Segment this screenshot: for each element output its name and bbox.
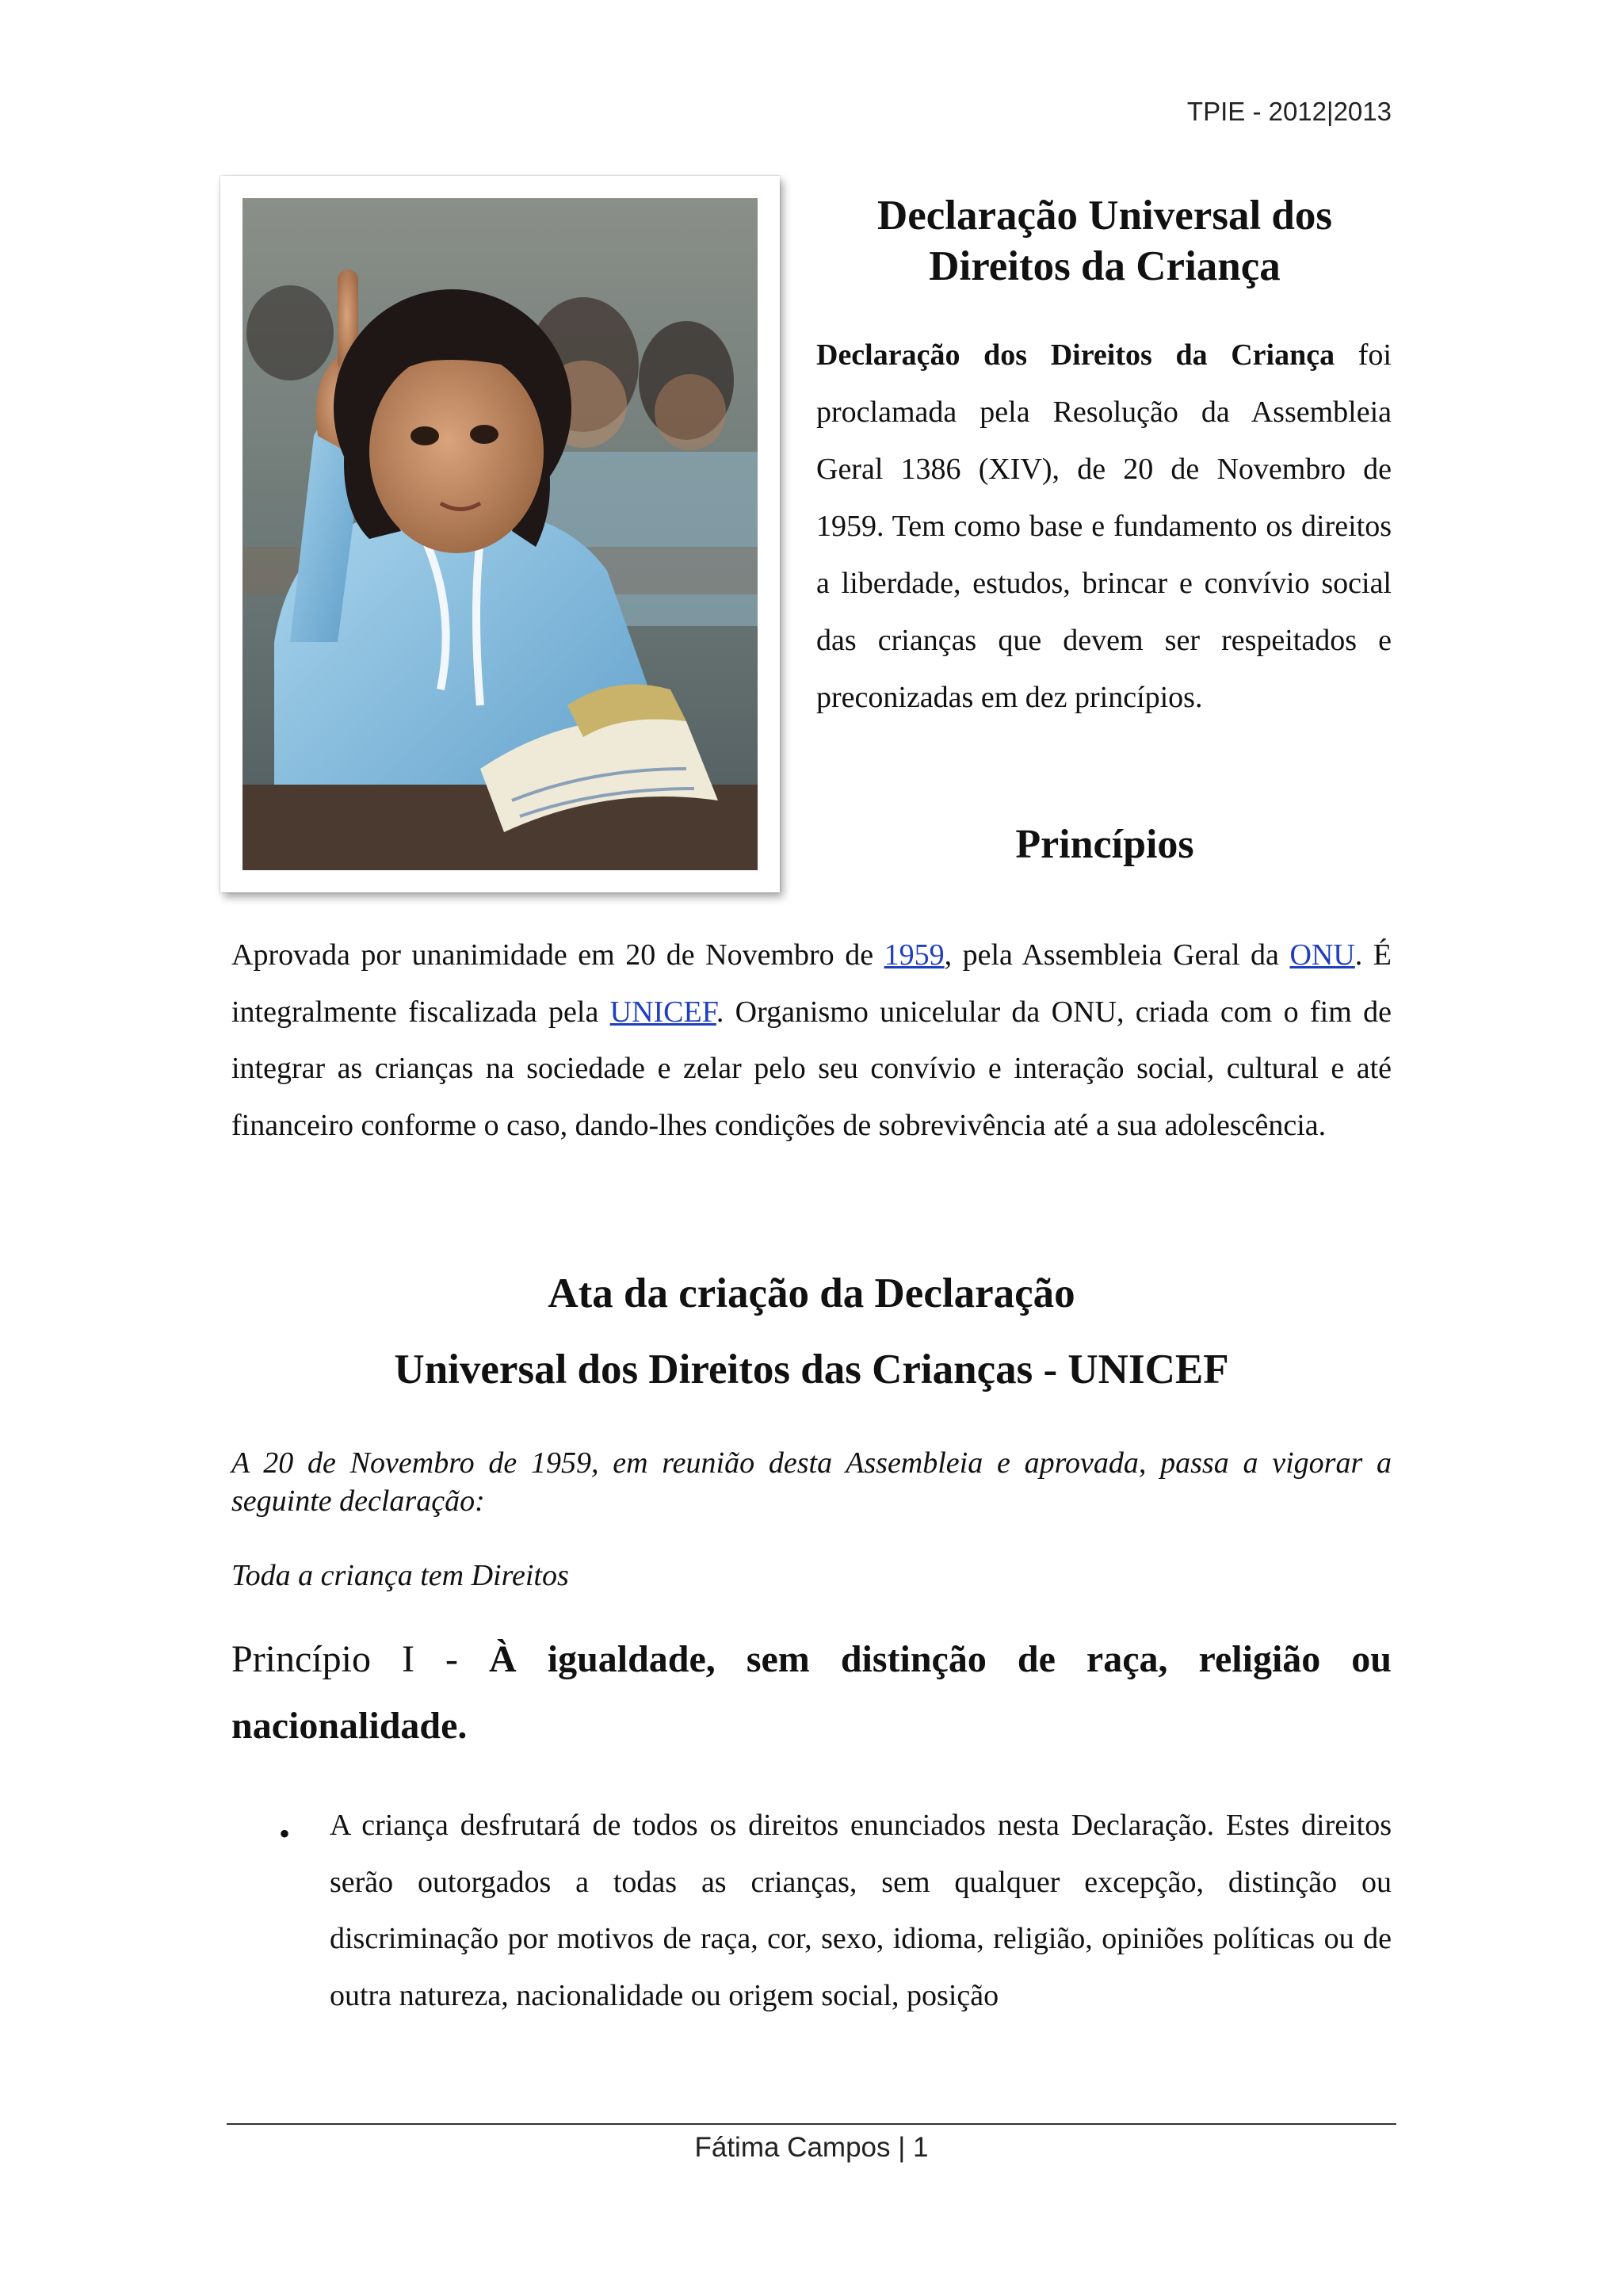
bullet-marker: • [279, 1816, 291, 1851]
intro-paragraph [816, 327, 1392, 726]
page-header: TPIE - 2012|2013 [1186, 97, 1392, 126]
principio-1-label: Princípio I - [231, 1638, 490, 1680]
principios-heading: Princípios [1015, 822, 1194, 867]
paragraph1-part4: . Organismo unicelular da ONU, criada com o fim de integrar as crianças na sociedade e zelar pelo seu convívio e interação social, cultural e até financeiro conforme o caso, dando-lhes condições de sobrevivência até a sua adolescência. [231, 995, 1392, 1142]
footer-divider [227, 2123, 1396, 2125]
ata-heading-line-1: Ata da criação da Declaração [548, 1270, 1075, 1316]
italic-line-toda-crianca: Toda a criança tem Direitos [231, 1559, 569, 1592]
paragraph1-part2: , pela Assembleia Geral da [944, 938, 1290, 972]
child-raising-hand-photo [242, 198, 758, 870]
page-footer: Fátima Campos | 1 [694, 2132, 929, 2163]
paragraph1-part3: . É integralmente fiscalizada pela [231, 938, 1392, 1029]
bullet-text: A criança desfrutará de todos os direitos enunciados nesta Declaração. Estes direitos serão outorgados a todas as crianças, sem qualquer excepção, distinção ou discriminação por motivos de raça, cor, sexo, idioma, religião, opiniões políticas ou de outra natureza, nacionalidade ou origem social, posição [330, 1809, 1392, 2012]
title-line-1: Declaração Universal dos [876, 193, 1333, 239]
paragraph1-part1: Aprovada por unanimidade em 20 de Novembro de [231, 938, 884, 972]
intro-bold-lead: Declaração dos Direitos da Criança [816, 338, 1335, 372]
ata-heading-line-2: Universal dos Direitos das Crianças - UNICEF [394, 1347, 1229, 1392]
link-unicef[interactable]: UNICEF [609, 995, 716, 1029]
title-line-2: Direitos da Criança [929, 243, 1281, 289]
ata-heading [231, 1255, 1392, 1408]
link-1959[interactable]: 1959 [884, 938, 945, 972]
link-onu[interactable]: ONU [1289, 938, 1355, 972]
italic-intro: A 20 de Novembro de 1959, em reunião desta Assembleia e aprovada, passa a vigorar a seguinte declaração: [231, 1446, 1392, 1518]
document-title [816, 190, 1393, 292]
principio-1-bold: À igualdade, sem distinção de raça, religião ou nacionalidade. [231, 1638, 1392, 1747]
principio-1-heading [231, 1626, 1392, 1759]
paragraph-aprovada [231, 927, 1392, 1154]
intro-text: foi proclamada pela Resolução da Assembleia Geral 1386 (XIV), de 20 de Novembro de 1959. Tem como base e fundamento os direitos a liberdade, estudos, brincar e convívio social das crianças que devem ser respeitados e preconizadas em dez princípios. [816, 338, 1392, 714]
